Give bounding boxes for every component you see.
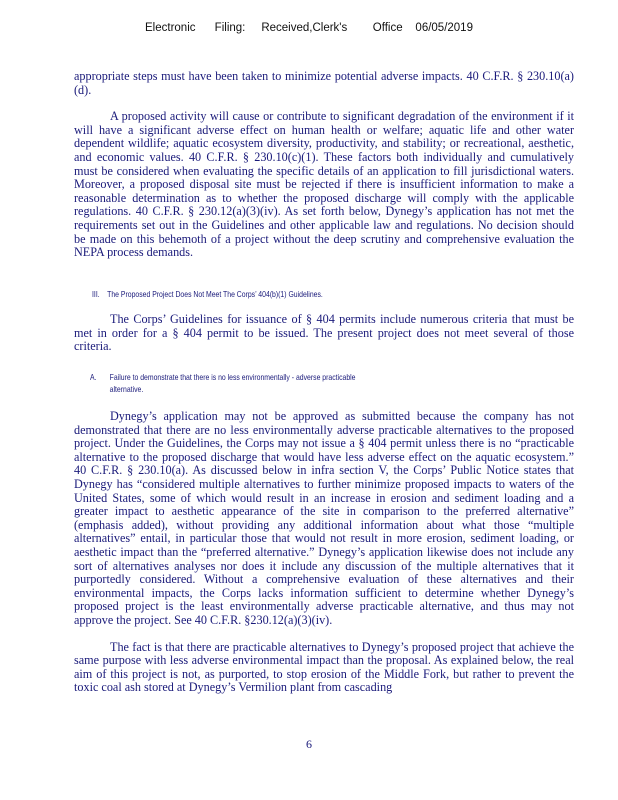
subsection-heading-line1: Failure to demonstrate that there is no less environmentally - adverse practicable [109, 372, 356, 382]
page-number: 6 [306, 737, 312, 751]
section-heading-text: The Proposed Project Does Not Meet The Corps’ 404(b)(1) Guidelines. [107, 289, 323, 299]
paragraph-5: The fact is that there are practicable alternatives to Dynegy’s proposed project that achieve the same purpose with less adverse environmental impact than the proposal. As explained below, the real aim of this project is not, as purported, to stop erosion of the Middle Fork, but rather to prevent the toxic coal ash stored at Dynegy’s Vermilion plant from cascading [74, 639, 574, 695]
paragraph-3: The Corps’ Guidelines for issuance of § 404 permits include numerous criteria that must be met in order for a § 404 permit to be issued. The present project does not meet several of those criteria. [74, 312, 574, 354]
paragraph-4: Dynegy’s application may not be approved as submitted because the company has not demonstrated that there are no less environmentally adverse practicable alternatives to the proposed project. Under the Guidelines, the Corps may not issue a § 404 permit unless there is no “practicable alternative to the proposed discharge that would have less adverse effect on the aquatic ecosystem.” 40 C.F.R. § 230.10(a). As discussed below in infra section V, the Corps’ Public Notice states that Dynegy has “considered multiple alternatives to further minimize proposed impacts to waters of the United States, some of which would result in an increase in erosion and sediment loading and a greater impact to aesthetic appearance of the site in comparison to the preferred alternative” (emphasis added), without providing any additional information about what those “multiple alternatives” entail, in particular those that would not result in more erosion, sediment loading, or aesthetic impact than the “preferred alternative.” Dynegy’s application likewise does not include any sort of alternatives analyses nor does it include any discussion of the multiple alternatives that it purportedly considered. Without a comprehensive evaluation of these alternatives and their environmental impacts, the Corps lacks information sufficient to determine whether Dynegy’s proposed project is the least environmentally adverse practicable alternative, and thus may not approve the project. See 40 C.F.R. §230.12(a)(3)(iv). [74, 409, 574, 627]
paragraph-1: appropriate steps must have been taken to minimize potential adverse impacts. 40 C.F.R. § 230.10(a)(d). [74, 69, 574, 97]
subsection-heading-line2: alternative. [109, 384, 144, 394]
section-heading-iii [92, 289, 477, 299]
subsection-letter: A. [90, 372, 97, 382]
paragraph-2: A proposed activity will cause or contribute to significant degradation of the environment if it will have a significant adverse effect on human health or welfare; aquatic life and other water dependent wildlife; aquatic ecosystem diversity, productivity, and stability; or recreational, aesthetic, and economic values. 40 C.F.R. § 230.10(c)(1). These factors both individually and cumulatively must be considered when evaluating the specific details of an application to fill jurisdictional waters. Moreover, a proposed disposal site must be rejected if there is insufficient information to make a reasonable determination as to whether the proposed discharge will comply with the applicable regulations. 40 C.F.R. § 230.12(a)(3)(iv). As set forth below, Dynegy’s application has not met the requirements set out in the Guidelines and other applicable law and regulations. No decision should be made on this behemoth of a project without the deep scrutiny and comprehensive evaluation the NEPA process demands. [74, 109, 574, 260]
body-section-bottom [74, 410, 574, 695]
section-numeral: III. [92, 289, 100, 299]
filing-header: Electronic Filing: Received,Clerk's Office 06/05/2019 [145, 22, 473, 34]
subsection-heading-a [90, 371, 475, 395]
body-section-top [74, 70, 574, 260]
body-section-middle [74, 313, 574, 354]
